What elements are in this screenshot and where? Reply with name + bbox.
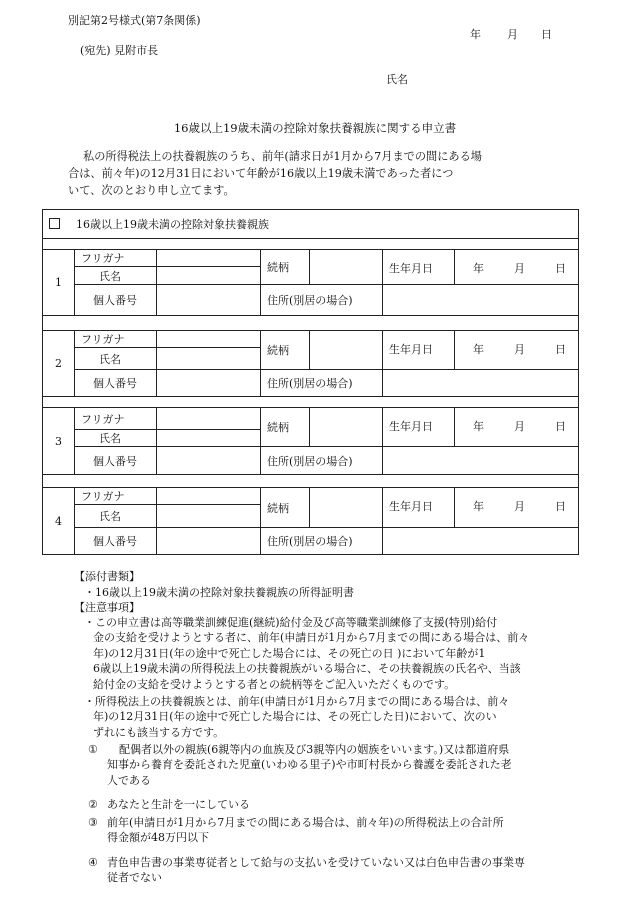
- checkbox-icon[interactable]: [49, 218, 60, 229]
- intro-paragraph: [68, 148, 482, 199]
- condition-line: 配偶者以外の親族(6親等内の血族及び3親等内の姻族をいいます。)又は都道府県: [119, 743, 510, 756]
- birthdate-month-label: 月: [514, 343, 526, 356]
- mynumber-input[interactable]: [157, 447, 261, 475]
- condition-mark: ③: [88, 816, 98, 829]
- block-spacer: [43, 475, 579, 488]
- birthdate-day-label: 日: [555, 420, 567, 433]
- table-header-label: 16歳以上19歳未満の控除対象扶養親族: [76, 218, 269, 231]
- block-spacer: [43, 239, 579, 250]
- relation-label: 続柄: [261, 331, 310, 370]
- birthdate-month-label: 月: [514, 500, 526, 513]
- condition-4: [88, 855, 578, 886]
- condition-line: 人である: [107, 773, 151, 787]
- birthdate-month-label: 月: [514, 420, 526, 433]
- name-label: 氏名: [75, 430, 157, 447]
- table-header: [43, 210, 579, 239]
- attachments-heading: 【添付書類】: [74, 570, 140, 583]
- birthdate-units: [461, 341, 572, 357]
- address-input[interactable]: [383, 370, 579, 397]
- intro-line: 私の所得税法上の扶養親族のうち、前年(請求日が1月から7月までの間にある場: [83, 150, 482, 163]
- birthdate-units: [461, 418, 572, 434]
- birthdate-input[interactable]: [455, 250, 579, 285]
- birthdate-units: [461, 498, 572, 514]
- birthdate-year-label: 年: [473, 343, 485, 356]
- birthdate-month-label: 月: [514, 262, 526, 275]
- document-title: 16歳以上19歳未満の控除対象扶養親族に関する申立書: [173, 121, 457, 135]
- condition-3: [88, 815, 578, 846]
- block-spacer: [43, 316, 579, 331]
- birthdate-day-label: 日: [555, 500, 567, 513]
- condition-mark: ②: [88, 798, 98, 811]
- dependent-number: 1: [43, 250, 75, 316]
- condition-line: 従者でない: [107, 871, 162, 885]
- birthdate-label: 生年月日: [383, 488, 455, 528]
- note-line: ・この申立書は高等職業訓練促進(継続)給付金及び高等職業訓練修了支援(特別)給付: [84, 616, 498, 629]
- address-label: 住所(別居の場合): [261, 528, 383, 555]
- dependent-row-furigana: [43, 408, 579, 430]
- condition-mark: ①: [88, 743, 98, 756]
- address-label: 住所(別居の場合): [261, 285, 383, 316]
- note-line: 6歳以上19歳未満の所得税法上の扶養親族がいる場合に、その扶養親族の氏名や、当該: [93, 662, 521, 676]
- intro-line: 合は、前々年)の12月31日において年齢が16歳以上19歳未満であった者につ: [68, 167, 454, 180]
- address-input[interactable]: [383, 447, 579, 475]
- spacer-cell: [43, 475, 579, 488]
- address-input[interactable]: [383, 285, 579, 316]
- block-spacer: [43, 397, 579, 408]
- name-input[interactable]: [157, 430, 261, 447]
- birthdate-input[interactable]: [455, 331, 579, 370]
- note-line: 給付金の支給を受けようとする者との続柄等をご記入いただくものです。: [93, 677, 456, 691]
- mynumber-input[interactable]: [157, 528, 261, 555]
- furigana-label: フリガナ: [75, 250, 157, 267]
- mynumber-label: 個人番号: [75, 285, 157, 316]
- furigana-input[interactable]: [157, 331, 261, 348]
- condition-line: 得金額が48万円以下: [107, 831, 209, 845]
- name-label: 氏名: [75, 348, 157, 370]
- note-line: 年)の12月31日(年の途中で死亡した場合には、その死亡の日 )において年齢が1: [93, 646, 486, 660]
- condition-1: [88, 742, 578, 788]
- applicant-name-label: 氏名: [386, 73, 408, 86]
- furigana-input[interactable]: [157, 250, 261, 267]
- note-bullet-1: [84, 615, 564, 692]
- furigana-label: フリガナ: [75, 331, 157, 348]
- note-line: 年)の12月31日(年の途中で死亡した場合には、その死亡した日)において、次のい: [93, 710, 497, 724]
- birthdate-year-label: 年: [473, 262, 485, 275]
- note-line: ・所得税法上の扶養親族とは、前年(申請日が1月から7月までの間にある場合は、前々: [84, 695, 510, 708]
- mynumber-input[interactable]: [157, 370, 261, 397]
- relation-label: 続柄: [261, 250, 310, 285]
- mynumber-label: 個人番号: [75, 447, 157, 475]
- date-year-label: 年: [470, 28, 481, 41]
- dependent-row-furigana: [43, 331, 579, 348]
- mynumber-label: 個人番号: [75, 528, 157, 555]
- dependent-row-number: [43, 447, 579, 475]
- name-input[interactable]: [157, 348, 261, 370]
- spacer-cell: [43, 316, 579, 331]
- birthdate-input[interactable]: [455, 488, 579, 528]
- dependent-row-number: [43, 528, 579, 555]
- dependent-row-furigana: [43, 250, 579, 267]
- note-bullet-2: [84, 694, 564, 740]
- attachment-item: ・16歳以上19歳未満の控除対象扶養親族の所得証明書: [84, 586, 354, 599]
- furigana-input[interactable]: [157, 488, 261, 505]
- dependent-number: 3: [43, 408, 75, 475]
- birthdate-day-label: 日: [555, 343, 567, 356]
- condition-line: 知事から養育を委託された児童(いわゆる里子)や市町村長から養護を委託された老: [107, 758, 512, 772]
- birthdate-day-label: 日: [555, 262, 567, 275]
- birthdate-year-label: 年: [473, 420, 485, 433]
- date-day-label: 日: [541, 28, 552, 41]
- relation-input[interactable]: [310, 331, 383, 370]
- condition-line: あなたと生計を一にしている: [107, 798, 250, 811]
- birthdate-year-label: 年: [473, 500, 485, 513]
- address-input[interactable]: [383, 528, 579, 555]
- mynumber-label: 個人番号: [75, 370, 157, 397]
- spacer-cell: [43, 239, 579, 250]
- condition-line: 前年(申請日が1月から7月までの間にある場合は、前々年)の所得税法上の合計所: [107, 816, 504, 829]
- furigana-label: フリガナ: [75, 488, 157, 505]
- furigana-label: フリガナ: [75, 408, 157, 430]
- birthdate-label: 生年月日: [383, 250, 455, 285]
- dependent-number: 4: [43, 488, 75, 555]
- dependent-number: 2: [43, 331, 75, 397]
- spacer-cell: [43, 397, 579, 408]
- relation-input[interactable]: [310, 408, 383, 447]
- condition-2: [88, 797, 578, 812]
- condition-line: 青色申告書の事業専従者として給与の支払いを受けていない又は白色申告書の事業専: [107, 856, 525, 869]
- note-line: ずれにも該当する方です。: [93, 725, 225, 739]
- furigana-input[interactable]: [157, 408, 261, 430]
- dependents-table: [42, 209, 579, 555]
- birthdate-label: 生年月日: [383, 331, 455, 370]
- intro-line: いて、次のとおり申し立てます。: [68, 184, 235, 197]
- relation-label: 続柄: [261, 408, 310, 447]
- mynumber-input[interactable]: [157, 285, 261, 316]
- dependent-row-number: [43, 370, 579, 397]
- relation-label: 続柄: [261, 488, 310, 528]
- note-line: 金の支給を受けようとする者に、前年(申請日が1月から7月までの間にある場合は、前々: [93, 631, 530, 645]
- address-label: 住所(別居の場合): [261, 370, 383, 397]
- condition-mark: ④: [88, 856, 98, 869]
- name-label: 氏名: [75, 267, 157, 285]
- relation-input[interactable]: [310, 250, 383, 285]
- name-label: 氏名: [75, 505, 157, 528]
- notes-heading: 【注意事項】: [74, 601, 140, 614]
- dependent-row-number: [43, 285, 579, 316]
- name-input[interactable]: [157, 267, 261, 285]
- name-input[interactable]: [157, 505, 261, 528]
- address-label: 住所(別居の場合): [261, 447, 383, 475]
- birthdate-units: [461, 260, 572, 276]
- form-code: 別記第2号様式(第7条関係): [68, 14, 201, 27]
- birthdate-input[interactable]: [455, 408, 579, 447]
- dependent-row-furigana: [43, 488, 579, 505]
- addressee: (宛先) 見附市長: [80, 44, 159, 57]
- relation-input[interactable]: [310, 488, 383, 528]
- date-month-label: 月: [507, 28, 518, 41]
- birthdate-label: 生年月日: [383, 408, 455, 447]
